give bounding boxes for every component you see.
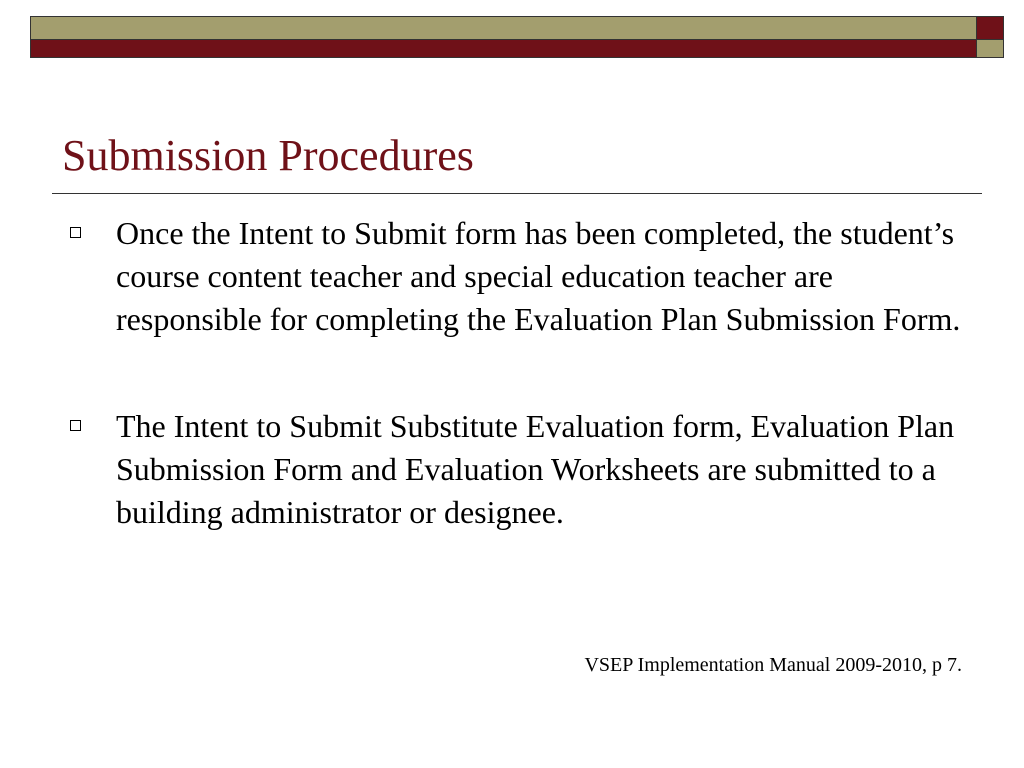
source-citation: VSEP Implementation Manual 2009-2010, p 7. xyxy=(584,654,962,676)
bullet-item xyxy=(70,212,970,341)
slide-title: Submission Procedures xyxy=(62,131,474,180)
hollow-square-bullet-icon xyxy=(70,420,81,431)
bullet-text: The Intent to Submit Substitute Evaluation form, Evaluation Plan Submission Form and Evaluation Worksheets are submitted to a building administrator or designee. xyxy=(116,408,955,530)
header-decoration-band xyxy=(30,16,1004,58)
hollow-square-bullet-icon xyxy=(70,227,81,238)
bullet-text: Once the Intent to Submit form has been completed, the student’s course content teacher and special education teacher are responsible for completing the Evaluation Plan Submission Form. xyxy=(116,215,961,337)
corner-olive-square xyxy=(977,40,1004,58)
bullet-list xyxy=(70,212,970,534)
bullet-item xyxy=(70,405,970,534)
corner-maroon-square xyxy=(977,16,1004,40)
header-maroon-stripe xyxy=(30,40,977,58)
title-divider xyxy=(52,193,982,194)
header-olive-stripe xyxy=(30,16,977,40)
